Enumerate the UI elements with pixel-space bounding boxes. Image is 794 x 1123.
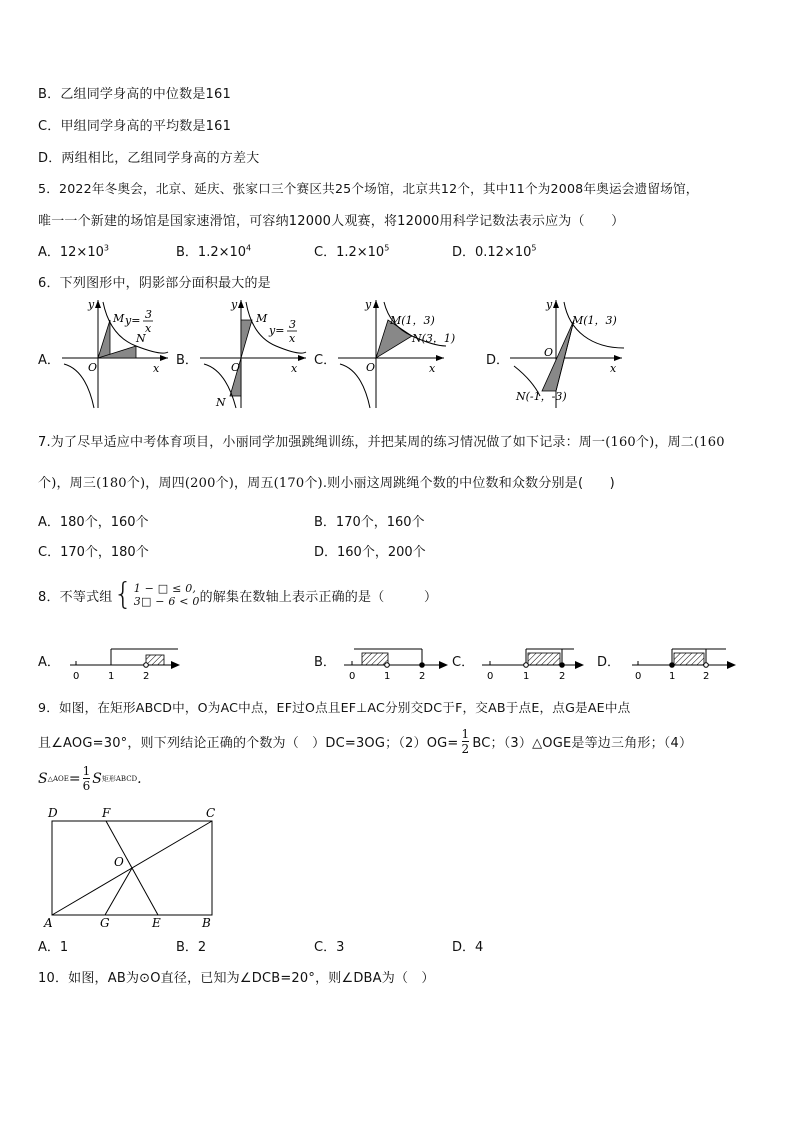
q5-stem-line1: 5．2022年冬奥会，北京、延庆、张家口三个赛区共25个场馆，北京共12个，其中11个为2008年奥运会遗留场馆， (38, 181, 699, 196)
q6-letter-a: A． (38, 353, 60, 368)
q6-figure-a (58, 296, 178, 412)
svg-text:E: E (152, 916, 161, 930)
q6-figure-b (196, 296, 316, 412)
svg-text:y: y (231, 298, 238, 311)
q9-area-formula: S △AOE = $\frac{1}{6}$ S 矩形ABCD . (38, 764, 142, 793)
svg-text:x: x (610, 362, 617, 375)
svg-text:x: x (291, 362, 298, 375)
svg-text:y=: y= (269, 324, 285, 337)
svg-text:3: 3 (145, 308, 152, 321)
svg-text:y=: y= (125, 314, 141, 327)
svg-text:M(1，3): M(1，3) (572, 314, 617, 327)
q6-letter-d: D． (486, 353, 510, 368)
svg-text:O: O (366, 361, 376, 374)
svg-text:D: D (48, 806, 58, 820)
svg-text:2: 2 (703, 671, 710, 681)
q8-numberline-b (342, 643, 452, 681)
svg-text:2: 2 (559, 671, 566, 681)
svg-text:N: N (136, 332, 146, 345)
svg-text:M: M (256, 312, 268, 325)
svg-text:O: O (544, 346, 554, 359)
svg-text:M(1，3): M(1，3) (390, 314, 435, 327)
q6-letter-c: C． (314, 353, 337, 368)
svg-text:1: 1 (523, 671, 530, 681)
svg-text:1: 1 (669, 671, 676, 681)
svg-text:N(-1，-3): N(-1，-3) (516, 390, 567, 403)
q6-figure-c (334, 296, 464, 412)
q5-option-a: A．$12\times 10^3$ (38, 243, 109, 260)
q6-stem: 6．下列图形中，阴影部分面积最大的是 (38, 276, 271, 291)
q7-stem-line2: 个)，周三(180个)，周四(200个)，周五(170个).则小丽这周跳绳个数的中位数和众数分别是( ) (38, 476, 615, 491)
q5-option-b: B．$1.2\times 10^4$ (176, 243, 252, 260)
svg-text:2: 2 (143, 671, 150, 681)
svg-text:0: 0 (73, 671, 80, 681)
q8-inequality-system: 1 − □ ≤ 0, 3□ − 6 < 0 (133, 582, 200, 608)
svg-text:y: y (546, 298, 553, 311)
q7-option-a: A．180个，160个 (38, 515, 149, 530)
svg-text:F: F (102, 806, 111, 820)
q8-stem: 8．不等式组 { 1 − □ ≤ 0, 3□ − 6 < 0 的解集在数轴上表示正确的是（ ） (38, 577, 438, 612)
svg-text:C: C (206, 806, 216, 820)
q7-stem-line1: 7.为了尽早适应中考体育项目，小丽同学加强跳绳训练，并把某周的练习情况做了如下记录：周一(160个)，周二(160 (38, 435, 725, 450)
svg-text:1: 1 (384, 671, 391, 681)
svg-text:A: A (44, 916, 53, 930)
svg-text:N(3，1): N(3，1) (412, 332, 456, 345)
svg-text:y: y (88, 298, 95, 311)
q9-option-c: C．3 (314, 940, 345, 955)
svg-text:N: N (216, 396, 226, 409)
svg-text:x: x (145, 322, 152, 335)
svg-text:y: y (365, 298, 372, 311)
svg-text:0: 0 (349, 671, 356, 681)
q9-stem-line2: 且∠AOG=30°，则下列结论正确的个数为（ ）DC=3OG；（2）OG= $\frac{1}{2}$ BC；（3）△OGE是等边三角形；（4） (38, 726, 693, 756)
q5-stem-line2: 唯一一个新建的场馆是国家速滑馆，可容纳12000人观赛，将12000用科学记数法表示应为（ ） (38, 214, 625, 229)
svg-text:x: x (153, 362, 160, 375)
q8-numberline-d (628, 643, 740, 681)
svg-text:1: 1 (108, 671, 115, 681)
q9-rectangle-figure (40, 803, 230, 933)
svg-text:0: 0 (487, 671, 494, 681)
svg-text:x: x (289, 332, 296, 345)
q5-option-d: D．$0.12\times 10^5$ (452, 243, 537, 260)
q8-letter-b: B． (314, 655, 336, 670)
q8-letter-c: C． (452, 655, 475, 670)
q8-numberline-a (66, 643, 184, 681)
q7-option-c: C．170个，180个 (38, 545, 149, 560)
q9-stem-line1: 9．如图，在矩形ABCD中，O为AC中点，EF过O点且EF⊥AC分别交DC于F，交AB于点E，点G是AE中点 (38, 700, 631, 715)
svg-text:M: M (113, 312, 125, 325)
svg-text:B: B (202, 916, 211, 930)
svg-text:G: G (100, 916, 110, 930)
svg-text:0: 0 (635, 671, 642, 681)
q5-option-c: C．$1.2\times 10^5$ (314, 243, 390, 260)
q9-fraction-half: $\frac{1}{2}$ (461, 726, 470, 756)
svg-text:3: 3 (289, 318, 296, 331)
q9-option-a: A．1 (38, 940, 69, 955)
q4-option-c: C．甲组同学身高的平均数是161 (38, 119, 232, 134)
q4-option-d: D．两组相比，乙组同学身高的方差大 (38, 151, 260, 166)
q8-letter-d: D． (597, 655, 621, 670)
q6-figure-d (506, 296, 628, 412)
q8-letter-a: A． (38, 655, 60, 670)
svg-text:2: 2 (419, 671, 426, 681)
svg-text:O: O (88, 361, 98, 374)
svg-text:O: O (114, 855, 124, 869)
q9-option-d: D．4 (452, 940, 484, 955)
q9-option-b: B．2 (176, 940, 207, 955)
q8-numberline-c (478, 643, 590, 681)
q4-option-b: B．乙组同学身高的中位数是161 (38, 87, 231, 102)
q7-option-d: D．160个，200个 (314, 545, 426, 560)
q7-option-b: B．170个，160个 (314, 515, 425, 530)
q6-letter-b: B． (176, 353, 198, 368)
q10-stem: 10．如图，AB为⊙O直径，已知为∠DCB=20°，则∠DBA为（ ） (38, 971, 435, 986)
svg-text:x: x (429, 362, 436, 375)
svg-text:O: O (231, 361, 241, 374)
